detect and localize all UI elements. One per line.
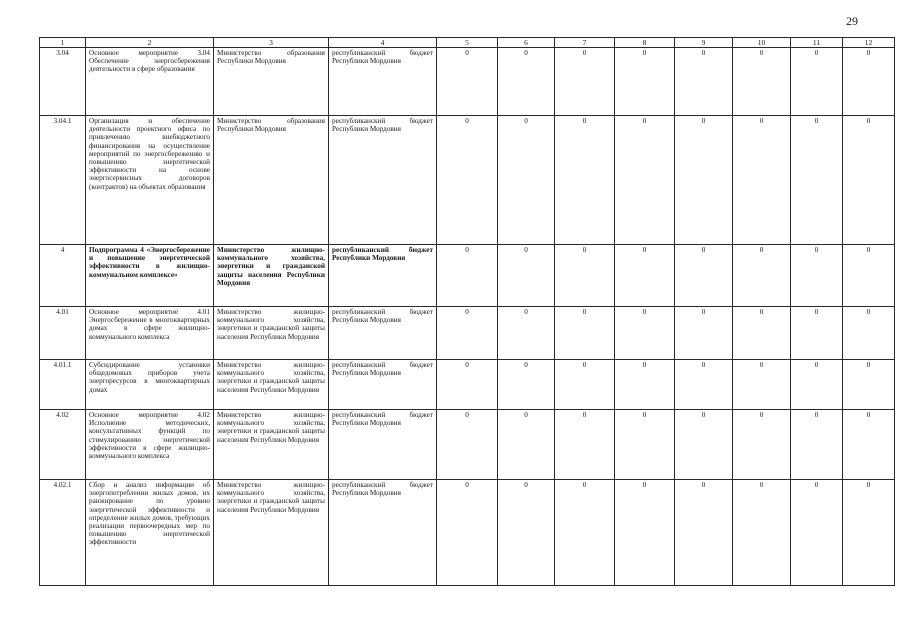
measure-name-cell: Субсидирование установки общедомовых приборов учета энергоресурсов в многоквартирных домах bbox=[86, 360, 214, 410]
amount-cell: 0 bbox=[498, 116, 555, 245]
amount-cell: 0 bbox=[555, 360, 615, 410]
table-row bbox=[40, 480, 895, 586]
funding-source-cell: республиканский бюджет Республики Мордовия bbox=[329, 48, 437, 116]
column-header: 1 bbox=[40, 38, 86, 48]
amount-cell: 0 bbox=[843, 360, 895, 410]
table-row bbox=[40, 48, 895, 116]
column-header: 2 bbox=[86, 38, 214, 48]
column-header: 11 bbox=[791, 38, 843, 48]
amount-cell: 0 bbox=[498, 360, 555, 410]
row-number-cell: 4.02 bbox=[40, 410, 86, 480]
amount-cell: 0 bbox=[791, 116, 843, 245]
page-number: 29 bbox=[846, 14, 858, 28]
amount-cell: 0 bbox=[675, 116, 733, 245]
amount-cell: 0 bbox=[843, 480, 895, 586]
amount-cell: 0 bbox=[675, 410, 733, 480]
table-row bbox=[40, 116, 895, 245]
table-row bbox=[40, 360, 895, 410]
row-number-cell: 3.04 bbox=[40, 48, 86, 116]
table-row bbox=[40, 307, 895, 360]
amount-cell: 0 bbox=[675, 245, 733, 307]
table-body bbox=[40, 38, 895, 586]
column-header: 3 bbox=[214, 38, 329, 48]
column-header: 4 bbox=[329, 38, 437, 48]
measure-name-cell: Основное мероприятие 4.02 Исполнение методических, консультативных функций по стимулированию энергетической эффективности в сфере жилищно-коммунального комплекса bbox=[86, 410, 214, 480]
amount-cell: 0 bbox=[733, 360, 791, 410]
amount-cell: 0 bbox=[791, 245, 843, 307]
amount-cell: 0 bbox=[675, 480, 733, 586]
amount-cell: 0 bbox=[733, 116, 791, 245]
column-header: 9 bbox=[675, 38, 733, 48]
column-number-row bbox=[40, 38, 895, 48]
column-header: 5 bbox=[437, 38, 498, 48]
row-number-cell: 4.01.1 bbox=[40, 360, 86, 410]
amount-cell: 0 bbox=[791, 360, 843, 410]
program-budget-table bbox=[39, 37, 895, 586]
amount-cell: 0 bbox=[555, 480, 615, 586]
amount-cell: 0 bbox=[437, 245, 498, 307]
column-header: 10 bbox=[733, 38, 791, 48]
column-header: 6 bbox=[498, 38, 555, 48]
amount-cell: 0 bbox=[733, 410, 791, 480]
executor-cell: Министерство жилищно-коммунального хозяйства, энергетики и гражданской защиты населения Республики Мордовия bbox=[214, 410, 329, 480]
table-row bbox=[40, 245, 895, 307]
row-number-cell: 4 bbox=[40, 245, 86, 307]
amount-cell: 0 bbox=[498, 410, 555, 480]
amount-cell: 0 bbox=[555, 410, 615, 480]
amount-cell: 0 bbox=[791, 48, 843, 116]
amount-cell: 0 bbox=[437, 360, 498, 410]
executor-cell: Министерство жилищно-коммунального хозяйства, энергетики и гражданской защиты населения Республики Мордовия bbox=[214, 245, 329, 307]
amount-cell: 0 bbox=[733, 480, 791, 586]
executor-cell: Министерство образования Республики Мордовия bbox=[214, 48, 329, 116]
row-number-cell: 3.04.1 bbox=[40, 116, 86, 245]
amount-cell: 0 bbox=[615, 307, 675, 360]
executor-cell: Министерство образования Республики Мордовия bbox=[214, 116, 329, 245]
column-header: 12 bbox=[843, 38, 895, 48]
amount-cell: 0 bbox=[555, 48, 615, 116]
executor-cell: Министерство жилищно-коммунального хозяйства, энергетики и гражданской защиты населения Республики Мордовия bbox=[214, 360, 329, 410]
amount-cell: 0 bbox=[675, 48, 733, 116]
amount-cell: 0 bbox=[437, 480, 498, 586]
amount-cell: 0 bbox=[555, 245, 615, 307]
funding-source-cell: республиканский бюджет Республики Мордовия bbox=[329, 307, 437, 360]
funding-source-cell: республиканский бюджет Республики Мордовия bbox=[329, 360, 437, 410]
amount-cell: 0 bbox=[675, 360, 733, 410]
amount-cell: 0 bbox=[675, 307, 733, 360]
amount-cell: 0 bbox=[843, 307, 895, 360]
amount-cell: 0 bbox=[498, 307, 555, 360]
executor-cell: Министерство жилищно-коммунального хозяйства, энергетики и гражданской защиты населения Республики Мордовия bbox=[214, 480, 329, 586]
amount-cell: 0 bbox=[733, 307, 791, 360]
measure-name-cell: Сбор и анализ информации об энергопотреблении жилых домов, их ранжирование по уровню энергетической эффективности и определение жилых домов, требующих реализации первоочередных мер по повышению энергетической эффективности bbox=[86, 480, 214, 586]
measure-name-cell: Основное мероприятие 3.04 Обеспечение энергосбережения деятельности в сфере образования bbox=[86, 48, 214, 116]
amount-cell: 0 bbox=[498, 245, 555, 307]
amount-cell: 0 bbox=[437, 116, 498, 245]
column-header: 8 bbox=[615, 38, 675, 48]
amount-cell: 0 bbox=[615, 48, 675, 116]
funding-source-cell: республиканский бюджет Республики Мордовия bbox=[329, 410, 437, 480]
amount-cell: 0 bbox=[791, 410, 843, 480]
amount-cell: 0 bbox=[555, 307, 615, 360]
amount-cell: 0 bbox=[615, 410, 675, 480]
amount-cell: 0 bbox=[615, 480, 675, 586]
amount-cell: 0 bbox=[843, 245, 895, 307]
amount-cell: 0 bbox=[791, 480, 843, 586]
amount-cell: 0 bbox=[615, 116, 675, 245]
amount-cell: 0 bbox=[498, 48, 555, 116]
amount-cell: 0 bbox=[615, 360, 675, 410]
amount-cell: 0 bbox=[843, 410, 895, 480]
amount-cell: 0 bbox=[437, 410, 498, 480]
measure-name-cell: Подпрограмма 4 «Энергосбережение и повышение энергетической эффективности в жилищно-коммунальном комплексе» bbox=[86, 245, 214, 307]
amount-cell: 0 bbox=[437, 48, 498, 116]
amount-cell: 0 bbox=[555, 116, 615, 245]
amount-cell: 0 bbox=[615, 245, 675, 307]
funding-source-cell: республиканский бюджет Республики Мордовия bbox=[329, 245, 437, 307]
table-row bbox=[40, 410, 895, 480]
amount-cell: 0 bbox=[733, 48, 791, 116]
amount-cell: 0 bbox=[498, 480, 555, 586]
amount-cell: 0 bbox=[733, 245, 791, 307]
measure-name-cell: Организация и обеспечение деятельности проектного офиса по привлечению внебюджетного финансирования на осуществление мероприятий по энергосбережению и повышению энергетической эффективности на основе энергосервисных договоров (контрактов) на объектах образования bbox=[86, 116, 214, 245]
amount-cell: 0 bbox=[791, 307, 843, 360]
amount-cell: 0 bbox=[437, 307, 498, 360]
row-number-cell: 4.01 bbox=[40, 307, 86, 360]
executor-cell: Министерство жилищно-коммунального хозяйства, энергетики и гражданской защиты населения Республики Мордовия bbox=[214, 307, 329, 360]
measure-name-cell: Основное мероприятие 4.01 Энергосбережение в многоквартирных домах в сфере жилищно-коммунального комплекса bbox=[86, 307, 214, 360]
funding-source-cell: республиканский бюджет Республики Мордовия bbox=[329, 116, 437, 245]
amount-cell: 0 bbox=[843, 116, 895, 245]
column-header: 7 bbox=[555, 38, 615, 48]
funding-source-cell: республиканский бюджет Республики Мордовия bbox=[329, 480, 437, 586]
row-number-cell: 4.02.1 bbox=[40, 480, 86, 586]
amount-cell: 0 bbox=[843, 48, 895, 116]
